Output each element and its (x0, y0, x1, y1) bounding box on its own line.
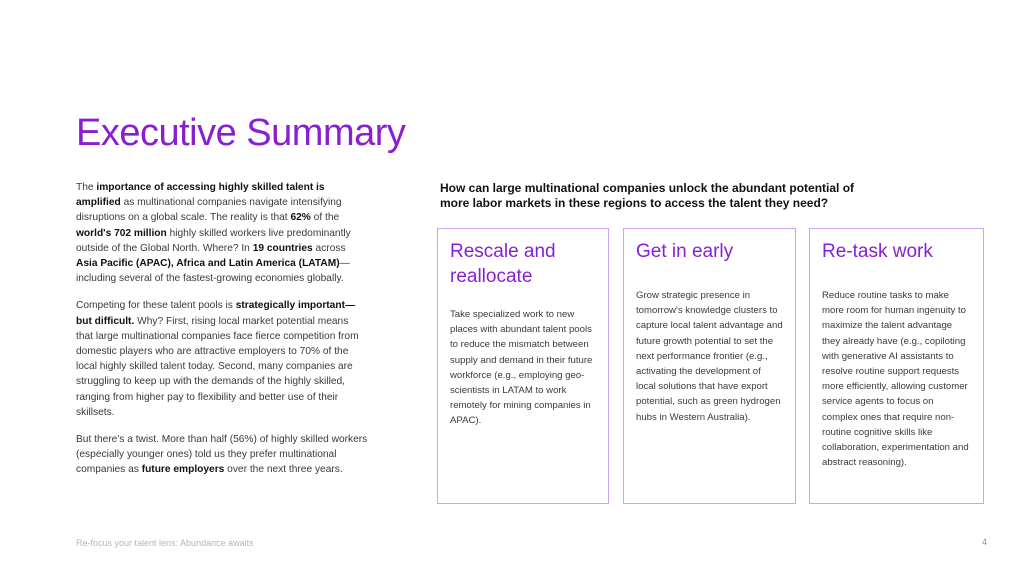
card-get-in-early (623, 228, 796, 504)
card-title: Re-task work (822, 241, 933, 262)
emphasis-text: 19 countries (252, 242, 313, 254)
card-rescale-reallocate (437, 228, 609, 504)
emphasis-text: Asia Pacific (APAC), Africa and Latin America (LATAM) (76, 258, 340, 270)
card-title: Rescale and reallocate (450, 241, 556, 287)
intro-paragraph-3 (76, 432, 368, 478)
emphasis-text: strategically important—but difficult. (76, 300, 356, 327)
page-title: Executive Summary (76, 112, 406, 154)
page-number: 4 (981, 537, 987, 547)
card-body: Reduce routine tasks to make more room for human ingenuity to maximize the talent advantage they already have (e.g., copiloting with generative AI assistants to resolve routine support requests more efficiently, allowing customer service agents to focus on complex ones that require non-routine cognitive skills like collaboration, experimentation and abstract reasoning). (822, 290, 969, 469)
intro-paragraph-1 (76, 180, 368, 286)
emphasis-text: future employers (141, 464, 225, 476)
emphasis-text: importance of accessing highly skilled talent is amplified (76, 182, 325, 209)
body-text: over the next three years. (224, 464, 343, 476)
body-text: across (312, 242, 346, 254)
body-text: Why? First, rising local market potential means that large multinational companies face fierce competition from domestic players who are attractive employers to 70% of the local highly skilled talent today. Second, many companies are struggling to keep up with the demands of the highly skilled, ranging from higher pay to flexibility and better use of their skillsets. (76, 315, 359, 418)
body-text: highly skilled workers live predominantly outside of the Global North. Where? In (76, 227, 351, 254)
key-question: How can large multinational companies unlock the abundant potential of more labor markets in these regions to access the talent they need? (440, 181, 855, 210)
body-text: But there's a twist. More than half (56%) of highly skilled workers (especially younger ones) told us they prefer multinational companies as (76, 434, 368, 476)
emphasis-text: world's 702 million (76, 227, 167, 239)
body-text: as multinational companies navigate intensifying disruptions on a global scale. The reality is that (76, 197, 342, 224)
intro-paragraph-2 (76, 298, 368, 420)
body-text: —including several of the fastest-growing economies globally. (76, 258, 350, 285)
intro-text (76, 180, 368, 490)
body-text: of the (310, 212, 340, 224)
card-body: Take specialized work to new places with abundant talent pools to reduce the mismatch between supply and demand in their future workforce (e.g., employing geo-scientists in LATAM to work remotely for mining companies in APAC). (450, 309, 593, 427)
card-re-task-work (809, 228, 984, 504)
card-body: Grow strategic presence in tomorrow's knowledge clusters to capture local talent advantage and future growth potential to set the next performance frontier (e.g., activating the development of local solutions that have export potential, such as green hydrogen hubs in Western Australia). (636, 290, 783, 423)
card-title: Get in early (636, 241, 734, 262)
footer-text: Re-focus your talent lens: Abundance awaits (76, 538, 254, 548)
emphasis-text: 62% (290, 212, 311, 224)
body-text: Competing for these talent pools is (76, 300, 236, 312)
body-text: The (76, 182, 97, 193)
